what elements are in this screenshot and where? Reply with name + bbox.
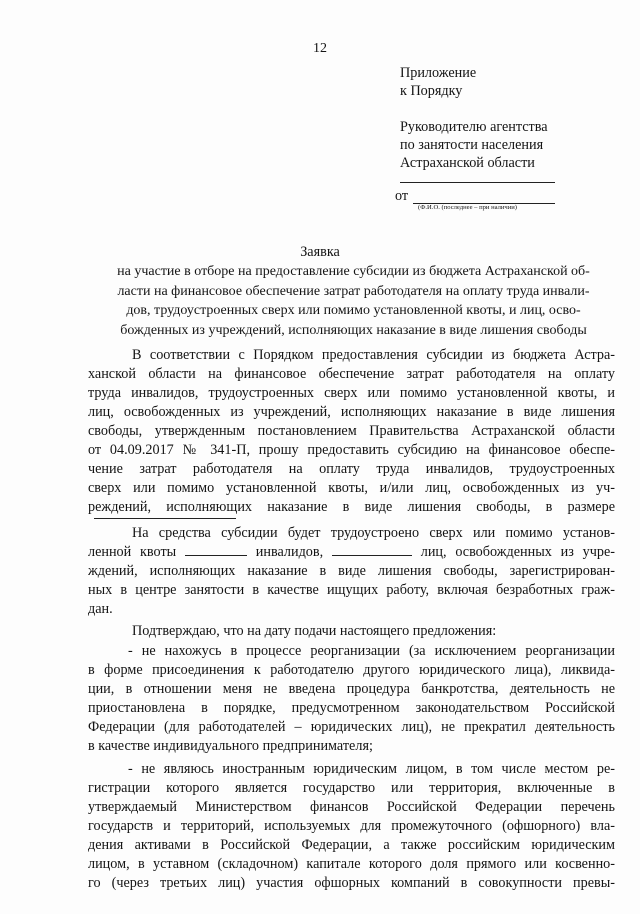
- text-fragment: ленной квоты: [88, 544, 177, 560]
- from-label: от: [395, 188, 409, 204]
- page-number: 12: [313, 41, 327, 56]
- bullet-line: в форме присоединения к работодателю другого юридического лица), ликвида-: [88, 662, 615, 678]
- recipient-line-2: по занятости населения: [400, 137, 544, 153]
- document-title: Заявка: [300, 244, 340, 260]
- document-heading: [88, 262, 619, 340]
- heading-line: божденных из учреждений, исполняющих наказание в виде лишения свободы: [120, 322, 587, 338]
- bullet-line: - не нахожусь в процессе реорганизации (за исключением реорганизации: [128, 643, 615, 659]
- paragraph-line: труда инвалидов, трудоустроенных сверх или помимо установленной квоты, и: [88, 385, 615, 401]
- paragraph-line: ханской области на финансовое обеспечение затрат работодателя на оплату: [88, 366, 615, 382]
- bullet-line: - не являюсь иностранным юридическим лицом, в том числе местом ре-: [128, 761, 615, 777]
- heading-line: дов, трудоустроенных сверх или помимо установленной квоты, и лиц, осво-: [126, 303, 581, 318]
- bullet-line: государств и территорий, используемых для промежуточного (офшорного) вла-: [88, 818, 615, 834]
- bullet-line: гистрации которого является государство или территория, включенные в: [88, 780, 615, 796]
- paragraph-line: чение затрат работодателя на оплату труда инвалидов, трудоустроенных: [88, 461, 615, 477]
- text-fragment: лиц, освобожденных из учре-: [420, 544, 615, 560]
- bullet-line: го (через третьих лиц) участия офшорных компаний в совокупности превы-: [88, 875, 615, 891]
- paragraph-line: ждений, исполняющих наказание в виде лишения свободы, зарегистрирован-: [88, 563, 615, 579]
- paragraph-line: от 04.09.2017 № 341-П, прошу предоставить субсидию на финансовое обеспе-: [88, 442, 615, 458]
- quota-disabled-blank: [185, 543, 247, 556]
- paragraph-line: сверх или помимо установленной квоты, и/или лиц, освобожденных из уч-: [88, 480, 615, 496]
- quota-released-blank: [332, 543, 412, 556]
- paragraph-line: дан.: [88, 601, 113, 617]
- appendix-label: Приложение: [400, 65, 477, 81]
- paragraph-line: реждений, исполняющих наказание в виде лишения свободы, в размере: [88, 499, 615, 515]
- bullet-line: приостановлена в порядке, предусмотренном законодательством Российской: [88, 700, 615, 716]
- bullet-line: утверждаемый Министерством финансов Российской Федерации перечень: [88, 799, 615, 815]
- bullet-line: дения активами в Российской Федерации, а также российским юридическим: [88, 837, 615, 853]
- fio-note: (Ф.И.О. (последнее – при наличии): [418, 204, 517, 211]
- paragraph-line: В соответствии с Порядком предоставления субсидии из бюджета Астра-: [132, 347, 615, 363]
- paragraph-line: свободы, утвержденным постановлением Правительства Астраханской области: [88, 423, 615, 439]
- appendix-order: к Порядку: [400, 83, 463, 99]
- bullet-line: лицом, в уставном (складочном) капитале которого доля прямого или косвенно-: [88, 856, 615, 872]
- recipient-blank-line: [400, 182, 555, 183]
- recipient-line-3: Астраханской области: [400, 155, 535, 171]
- paragraph-line: лиц, освобожденных из учреждений, исполняющих наказание в виде лишения: [88, 404, 615, 420]
- text-fragment: инвалидов,: [255, 544, 324, 560]
- heading-line: на участие в отборе на предоставление субсидии из бюджета Астраханской об-: [117, 264, 590, 279]
- paragraph-line: ных в центре занятости в качестве ищущих работу, включая безработных граж-: [88, 582, 615, 598]
- bullet-line: Федерации (для работодателей – юридических лиц), не прекратил деятельность: [88, 719, 615, 735]
- bullet-line: ции, в отношении меня не введена процедура банкротства, деятельность не: [88, 681, 615, 697]
- paragraph-line: Подтверждаю, что на дату подачи настоящего предложения:: [132, 623, 497, 639]
- amount-blank-line: [94, 518, 236, 519]
- paragraph-line: На средства субсидии будет трудоустроено сверх или помимо установ-: [132, 525, 615, 541]
- recipient-line-1: Руководителю агентства: [400, 119, 548, 135]
- paragraph-line-with-blanks: [88, 543, 615, 562]
- bullet-line: в качестве индивидуального предпринимателя;: [88, 738, 373, 754]
- heading-line: ласти на финансовое обеспечение затрат работодателя на оплату труда инвали-: [117, 283, 590, 299]
